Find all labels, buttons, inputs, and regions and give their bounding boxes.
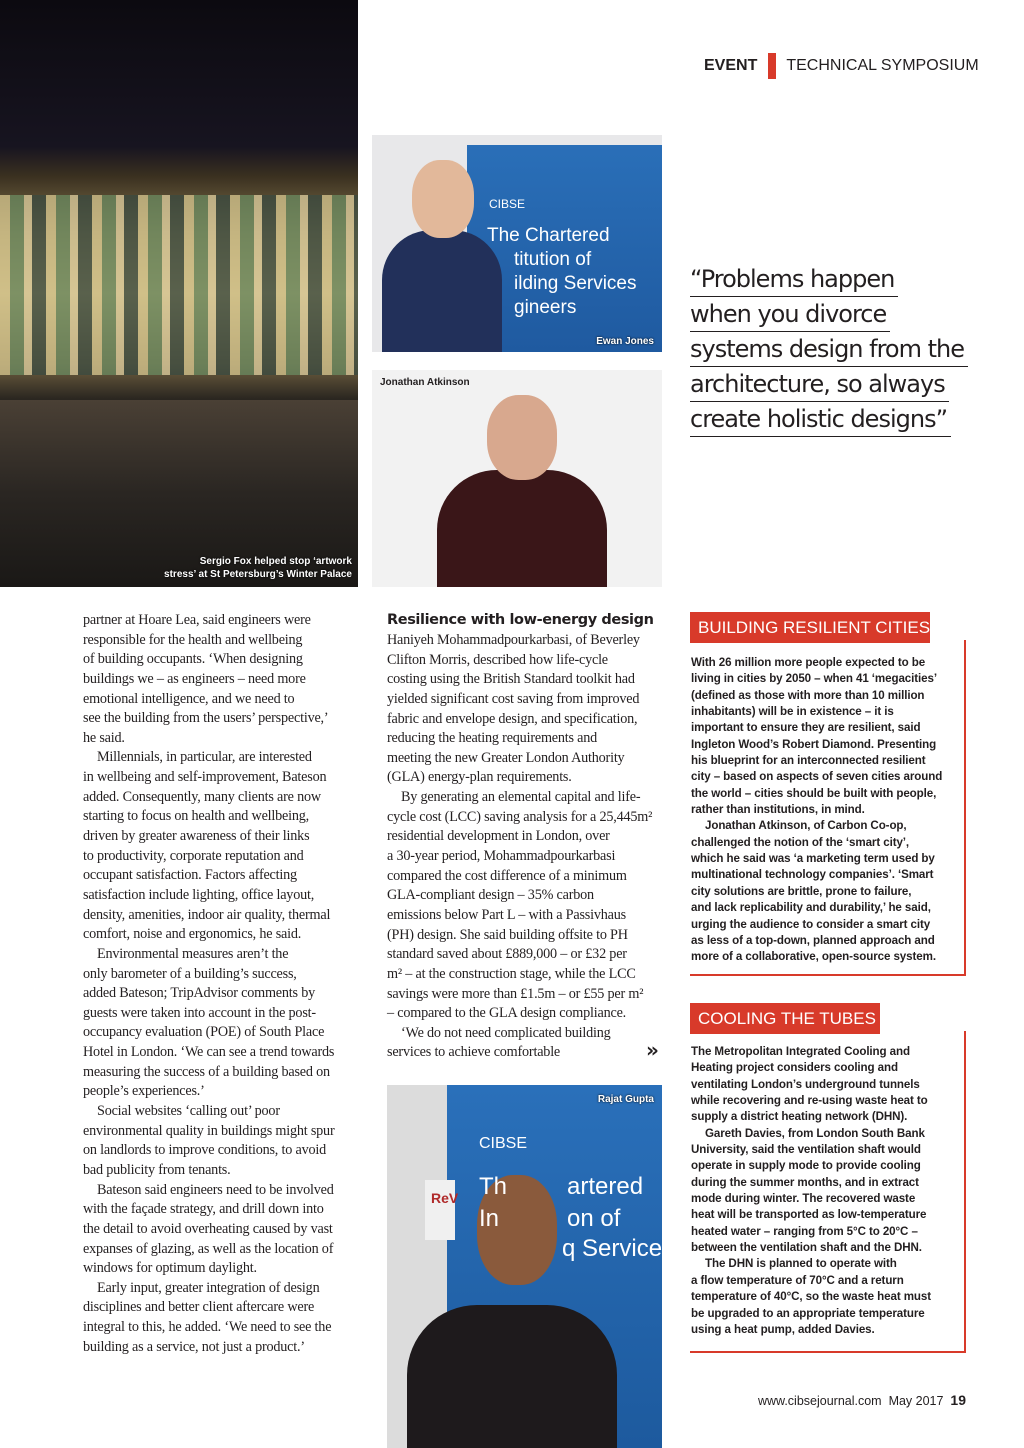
column-2-heading: Resilience with low-energy design <box>387 612 654 628</box>
text-line: operate in supply mode to provide cooling <box>691 1159 921 1173</box>
text-line: responsible for the health and wellbeing <box>83 631 303 648</box>
text-line: between the ventilation shaft and the DHN. <box>691 1241 922 1255</box>
quote-line: when you divorce <box>690 297 890 332</box>
text-line: With 26 million more people expected to be <box>691 656 926 669</box>
text-line: disciplines and better client aftercare were <box>83 1299 315 1316</box>
text-line: costing using the British Standard toolkit had <box>387 671 635 688</box>
text-line: added. Consequently, many clients are now <box>83 788 321 805</box>
text-line: satisfaction include lighting, office layout, <box>83 886 315 903</box>
text-line: yielded significant cost saving from improved <box>387 690 640 707</box>
text-line: services to achieve comfortable <box>387 1044 561 1061</box>
text-line: cycle cost (LCC) saving analysis for a 25,445m² <box>387 808 653 825</box>
text-line: occupancy evaluation (POE) of South Place <box>83 1024 325 1041</box>
text-line: expanses of glazing, as well as the location of <box>83 1240 334 1257</box>
text-line: on landlords to improve conditions, to avoid <box>83 1142 327 1159</box>
quote-line: “Problems happen <box>690 262 898 297</box>
text-line: Haniyeh Mohammadpourkarbasi, of Beverley <box>387 632 640 648</box>
box-body <box>691 1044 961 1338</box>
text-line: The DHN is planned to operate with <box>705 1257 897 1271</box>
text-line: supply a district heating network (DHN). <box>691 1110 908 1124</box>
text-line: Jonathan Atkinson, of Carbon Co-op, <box>705 819 907 833</box>
speaker-figure <box>382 230 502 352</box>
text-line: Environmental measures aren’t the <box>97 945 289 962</box>
text-line: Millennials, in particular, are interested <box>97 749 312 766</box>
text-line: urging the audience to consider a smart city <box>691 917 931 931</box>
box-title: COOLING THE TUBES <box>690 1003 880 1034</box>
text-line: the detail to avoid overheating caused by vast <box>83 1220 333 1237</box>
banner-text: CIBSE <box>489 197 526 211</box>
text-line: Bateson said engineers need to be involved <box>97 1181 334 1198</box>
text-line: building as a service, not just a product.’ <box>83 1338 305 1355</box>
jonathan-atkinson-photo <box>372 370 662 587</box>
text-line: he said. <box>83 729 125 746</box>
text-line: residential development in London, over <box>387 828 610 845</box>
text-line: comfort, noise and ergonomics, he said. <box>83 926 302 943</box>
winter-palace-photo <box>0 0 358 587</box>
text-line: challenged the notion of the ‘smart city’, <box>691 835 910 849</box>
text-line: emissions below Part L – with a Passivhaus <box>387 906 626 923</box>
text-line: m² – at the construction stage, while the LCC <box>387 965 636 982</box>
speaker-head <box>412 160 474 238</box>
caption-line: stress’ at St Petersburg’s Winter Palace <box>164 569 352 580</box>
palace-caption <box>164 555 352 581</box>
quote-line: systems design from the <box>690 332 968 367</box>
speaker-head <box>487 395 557 480</box>
article-column-2 <box>387 631 667 1063</box>
text-line: as less of a top-down, planned approach and <box>691 933 935 947</box>
text-line: density, amenities, indoor air quality, thermal <box>83 906 331 923</box>
text-line: occupant satisfaction. Factors affecting <box>83 867 297 884</box>
text-line: which he said was ‘a marketing term used by <box>691 852 935 866</box>
banner-text: artered <box>567 1173 644 1200</box>
text-line: (defined as those with more than 10 million <box>691 688 925 702</box>
section-label: EVENT <box>704 57 758 74</box>
banner-text: ReV <box>431 1190 459 1206</box>
banner-text: on of <box>567 1205 621 1232</box>
text-line: University, said the ventilation shaft would <box>691 1143 921 1157</box>
text-line: meeting the new Greater London Authority <box>387 749 625 766</box>
speaker-body <box>437 470 607 587</box>
text-line: the world – cities should be built with people, <box>691 786 937 800</box>
article-column-1 <box>83 611 368 1357</box>
text-line: multinational technology companies’. ‘Smart <box>691 868 934 882</box>
text-line: in wellbeing and self-improvement, Bateson <box>83 769 327 786</box>
text-line: only barometer of a building’s success, <box>83 965 297 982</box>
page-number: 19 <box>950 1392 966 1408</box>
footer-url: www.cibsejournal.com <box>757 1394 882 1408</box>
text-line: savings were more than £1.5m – or £55 per m² <box>387 985 644 1002</box>
text-line: city – based on aspects of seven cities around <box>691 770 943 784</box>
ewan-jones-photo <box>372 135 662 352</box>
banner-text: gineers <box>514 297 577 318</box>
banner-text: q Services <box>562 1235 675 1262</box>
text-line: standard saved about £889,000 – or £32 per <box>387 946 627 963</box>
text-line: inhabitants) will be in existence – it is <box>691 705 894 719</box>
text-line: ‘We do not need complicated building <box>401 1024 611 1041</box>
topic-label: TECHNICAL SYMPOSIUM <box>786 57 979 74</box>
rajat-caption: Rajat Gupta <box>597 1094 654 1105</box>
text-line: of building occupants. ‘When designing <box>83 651 303 668</box>
banner-text: Th <box>479 1173 508 1200</box>
banner-text: CIBSE <box>479 1135 528 1152</box>
text-line: heated water – ranging from 5°C to 20°C – <box>691 1224 918 1238</box>
page-footer <box>758 1392 966 1408</box>
quote-line: architecture, so always <box>690 367 949 402</box>
pull-quote <box>690 262 968 437</box>
text-line: ventilating London’s underground tunnels <box>691 1077 920 1091</box>
speaker-body <box>407 1305 617 1448</box>
revit-banner <box>425 1180 455 1240</box>
text-line: environmental quality in buildings might spur <box>83 1122 335 1139</box>
text-line: city solutions are brittle, prone to failure, <box>691 884 912 898</box>
text-line: (PH) design. She said building offsite to PH <box>387 926 628 943</box>
banner-text: ilding Services <box>514 273 637 294</box>
caption-line: Sergio Fox helped stop ‘artwork <box>199 556 352 567</box>
text-line: (GLA) energy-plan requirements. <box>387 769 572 786</box>
jonathan-caption: Jonathan Atkinson <box>380 377 470 388</box>
text-line: his blueprint for an interconnected resilient <box>691 754 926 768</box>
text-line: driven by greater awareness of their links <box>83 828 310 845</box>
box-body <box>691 655 961 966</box>
palace-facade <box>0 195 358 375</box>
text-line: heat will be transported as low-temperature <box>691 1208 927 1222</box>
text-line: reducing the heating requirements and <box>387 730 598 747</box>
text-line: integral to this, he added. ‘We need to see the <box>83 1319 332 1336</box>
section-header <box>704 54 979 78</box>
text-line: guests were taken into account in the post- <box>83 1004 316 1021</box>
text-line: buildings we – as engineers – need more <box>83 670 306 687</box>
text-line: a flow temperature of 70°C and a return <box>691 1273 904 1287</box>
banner-text: In <box>479 1205 500 1232</box>
text-line: to productivity, corporate reputation and <box>83 847 304 864</box>
text-line: rather than institutions, in mind. <box>691 803 865 817</box>
text-line: windows for optimum daylight. <box>83 1260 257 1277</box>
text-line: see the building from the users’ perspective,’ <box>83 710 329 727</box>
text-line: starting to focus on health and wellbeing, <box>83 808 310 825</box>
text-line: emotional intelligence, and we need to <box>83 690 295 707</box>
text-line: people’s experiences.’ <box>83 1083 205 1100</box>
text-line: important to ensure they are resilient, said <box>691 721 921 735</box>
text-line: The Metropolitan Integrated Cooling and <box>691 1045 910 1058</box>
text-line: using a heat pump, added Davies. <box>691 1322 875 1336</box>
text-line: By generating an elemental capital and life- <box>401 789 641 806</box>
banner-text: The Chartered <box>487 225 610 246</box>
text-line: a 30-year period, Mohammadpourkarbasi <box>387 848 616 865</box>
text-line: more of a collaborative, open-source system. <box>691 950 936 964</box>
continue-arrow-icon: » <box>646 1038 659 1062</box>
text-line: with the façade strategy, and drill down into <box>83 1201 324 1218</box>
banner-text: titution of <box>514 249 592 270</box>
text-line: Social websites ‘calling out’ poor <box>97 1103 280 1120</box>
rajat-gupta-photo <box>387 1085 675 1448</box>
text-line: measuring the success of a building based on <box>83 1063 330 1080</box>
text-line: Gareth Davies, from London South Bank <box>705 1126 925 1140</box>
text-line: compared the cost difference of a minimum <box>387 867 627 884</box>
text-line: be upgraded to an appropriate temperature <box>691 1306 925 1320</box>
header-divider <box>768 53 776 79</box>
text-line: added Bateson; TripAdvisor comments by <box>83 985 316 1002</box>
footer-date: May 2017 <box>888 1394 944 1408</box>
text-line: GLA-compliant design – 35% carbon <box>387 887 594 904</box>
text-line: while recovering and re-using waste heat to <box>691 1094 928 1108</box>
text-line: – compared to the GLA design compliance. <box>387 1005 627 1022</box>
text-line: fabric and envelope design, and specification, <box>387 710 638 727</box>
quote-line: create holistic designs” <box>690 402 951 437</box>
text-line: and lack replicability and durability,’ he said, <box>691 901 931 915</box>
text-line: Heating project considers cooling and <box>691 1061 898 1075</box>
box-title: BUILDING RESILIENT CITIES <box>690 612 930 643</box>
text-line: bad publicity from tenants. <box>83 1161 231 1178</box>
text-line: Clifton Morris, described how life-cycle <box>387 651 608 668</box>
text-line: living in cities by 2050 – when 41 ‘megacities’ <box>691 672 937 686</box>
text-line: mode during winter. The recovered waste <box>691 1192 916 1206</box>
text-line: Ingleton Wood’s Robert Diamond. Presenting <box>691 737 937 751</box>
ewan-caption: Ewan Jones <box>596 336 654 347</box>
text-line: temperature of 40°C, so the waste heat must <box>691 1290 932 1304</box>
text-line: during the summer months, and in extract <box>691 1175 919 1189</box>
text-line: partner at Hoare Lea, said engineers were <box>83 612 311 628</box>
text-line: Hotel in London. ‘We can see a trend towards <box>83 1044 335 1061</box>
text-line: Early input, greater integration of design <box>97 1279 320 1296</box>
